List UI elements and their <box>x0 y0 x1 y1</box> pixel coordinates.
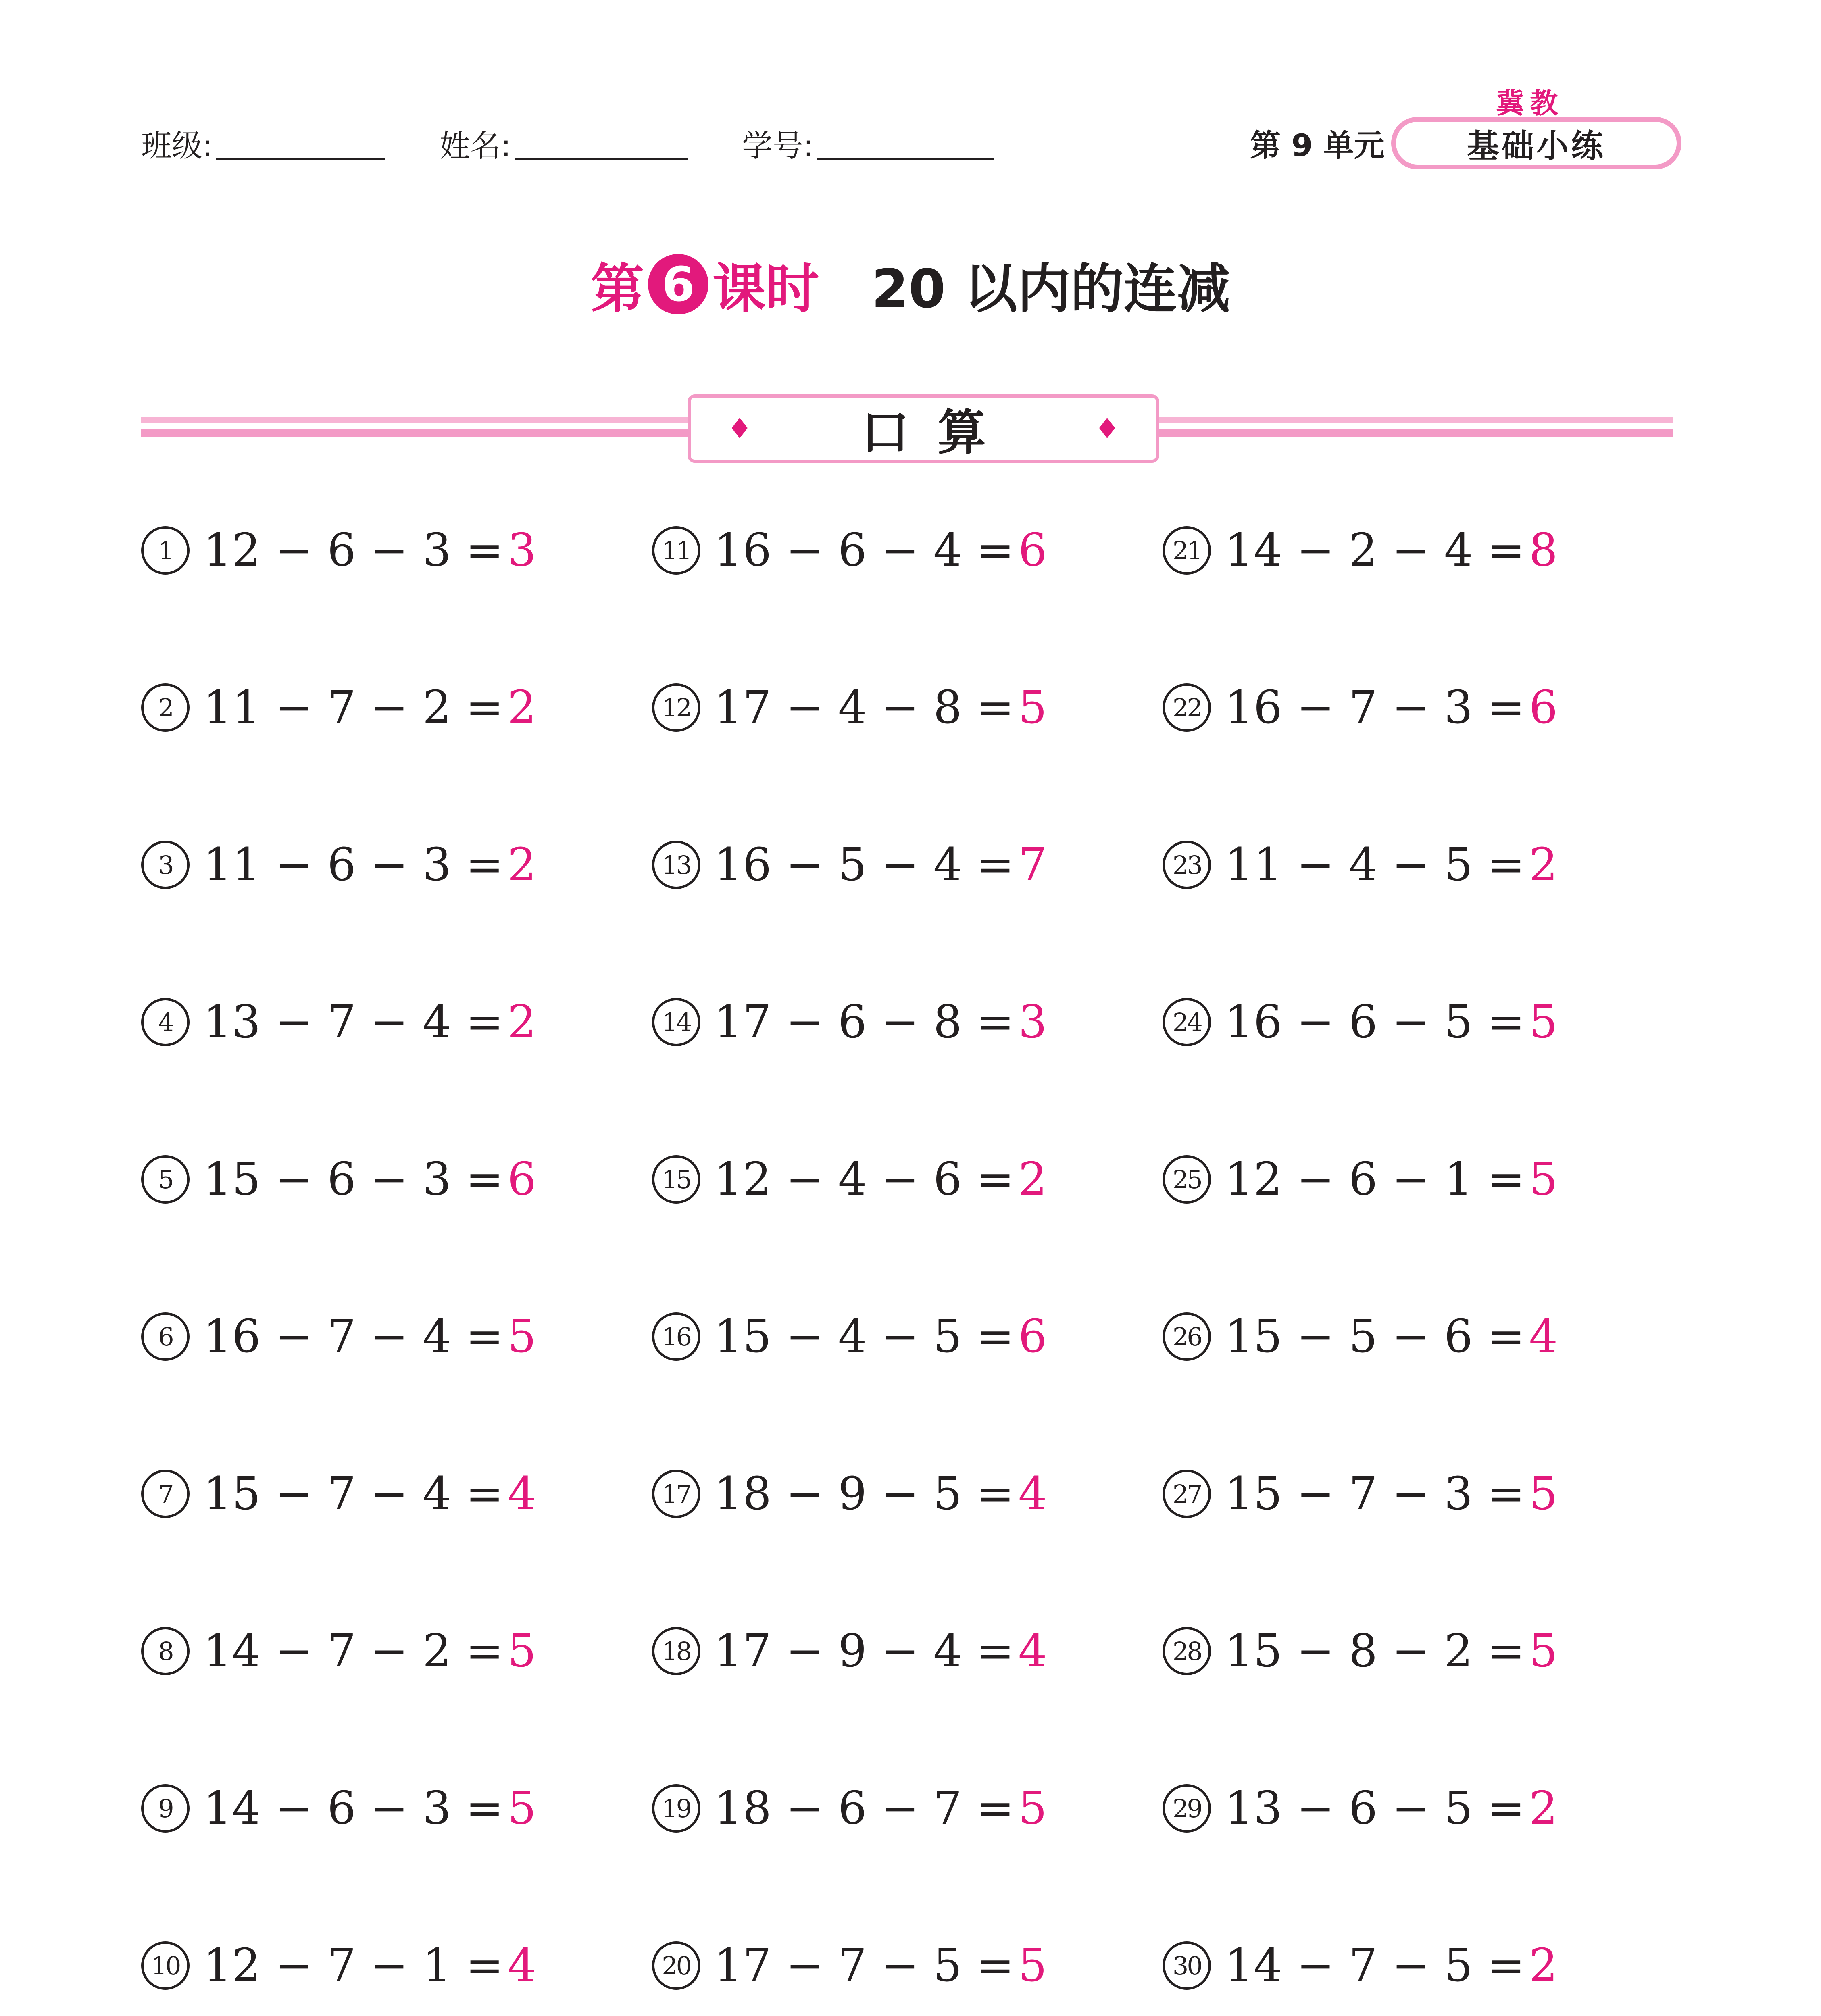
problem-answer[interactable]: 2 <box>1018 1153 1047 1206</box>
problem-number: 26 <box>1163 1312 1211 1361</box>
problem-expression: 15 − 7 − 4 = <box>203 1468 504 1520</box>
problem-answer[interactable]: 5 <box>507 1625 536 1677</box>
problem-expression: 15 − 7 − 3 = <box>1225 1468 1525 1520</box>
class-field <box>141 121 385 165</box>
diamond-left-icon: ♦ <box>727 412 752 445</box>
problem-expression: 17 − 9 − 4 = <box>714 1625 1015 1677</box>
problem-item <box>652 1149 1163 1210</box>
problem-number: 22 <box>1163 683 1211 732</box>
problem-expression: 12 − 4 − 6 = <box>714 1153 1015 1206</box>
problem-expression: 14 − 7 − 5 = <box>1225 1939 1525 1992</box>
problem-answer[interactable]: 2 <box>507 996 536 1048</box>
problem-row <box>141 992 1673 1149</box>
problem-number: 13 <box>652 841 700 889</box>
problem-item <box>1163 520 1673 581</box>
problem-answer[interactable]: 4 <box>1018 1468 1047 1520</box>
problem-number: 14 <box>652 998 700 1046</box>
problem-expression: 12 − 6 − 3 = <box>203 524 504 577</box>
problem-answer[interactable]: 5 <box>1018 681 1047 734</box>
problem-item <box>652 1306 1163 1367</box>
student-id-blank[interactable] <box>817 158 994 160</box>
name-field <box>440 121 688 165</box>
problem-answer[interactable]: 7 <box>1018 839 1047 891</box>
lesson-suffix: 课时 <box>713 258 819 320</box>
section-title: 口算 <box>861 405 1014 461</box>
problem-expression: 15 − 4 − 5 = <box>714 1310 1015 1363</box>
problem-number: 29 <box>1163 1784 1211 1833</box>
problem-item <box>1163 1464 1673 1524</box>
problem-answer[interactable]: 6 <box>1018 524 1047 577</box>
series-badge <box>1391 117 1681 169</box>
problem-item <box>1163 1306 1673 1367</box>
problem-answer[interactable]: 5 <box>1529 1468 1558 1520</box>
problem-answer[interactable]: 5 <box>507 1782 536 1835</box>
problem-number: 11 <box>652 526 700 575</box>
problem-number: 12 <box>652 683 700 732</box>
name-blank[interactable] <box>515 158 688 160</box>
problem-expression: 15 − 8 − 2 = <box>1225 1625 1525 1677</box>
problem-number: 25 <box>1163 1155 1211 1204</box>
problem-item <box>652 1621 1163 1681</box>
problem-number: 18 <box>652 1627 700 1675</box>
problem-expression: 16 − 7 − 4 = <box>203 1310 504 1363</box>
problem-answer[interactable]: 5 <box>1529 1625 1558 1677</box>
problem-item <box>652 835 1163 895</box>
problem-number: 10 <box>141 1941 190 1990</box>
class-blank[interactable] <box>216 158 385 160</box>
section-banner <box>688 394 1159 463</box>
problem-expression: 15 − 5 − 6 = <box>1225 1310 1525 1363</box>
problem-row <box>141 835 1673 992</box>
problem-expression: 14 − 2 − 4 = <box>1225 524 1525 577</box>
problem-item <box>141 992 652 1052</box>
problem-row <box>141 520 1673 677</box>
problem-answer[interactable]: 4 <box>1529 1310 1558 1363</box>
problem-number: 5 <box>141 1155 190 1204</box>
problem-expression: 14 − 6 − 3 = <box>203 1782 504 1835</box>
problem-row <box>141 1621 1673 1778</box>
problem-item <box>652 677 1163 738</box>
problem-item <box>1163 835 1673 895</box>
problem-item <box>141 1778 652 1839</box>
problem-expression: 18 − 9 − 5 = <box>714 1468 1015 1520</box>
problem-answer[interactable]: 8 <box>1529 524 1558 577</box>
lesson-prefix: 第 <box>591 258 644 320</box>
problem-item <box>1163 992 1673 1052</box>
problem-answer[interactable]: 6 <box>1018 1310 1047 1363</box>
lesson-number-badge: 6 <box>648 254 708 314</box>
problem-item <box>141 1621 652 1681</box>
problem-number: 21 <box>1163 526 1211 575</box>
problem-grid <box>141 520 1673 2016</box>
problem-answer[interactable]: 3 <box>1018 996 1047 1048</box>
student-id-field <box>742 121 994 165</box>
problem-number: 2 <box>141 683 190 732</box>
problem-item <box>652 1464 1163 1524</box>
problem-item <box>1163 1149 1673 1210</box>
problem-number: 4 <box>141 998 190 1046</box>
problem-number: 6 <box>141 1312 190 1361</box>
problem-answer[interactable]: 5 <box>507 1310 536 1363</box>
problem-number: 1 <box>141 526 190 575</box>
problem-number: 16 <box>652 1312 700 1361</box>
lesson-heading <box>0 246 1821 323</box>
problem-number: 9 <box>141 1784 190 1833</box>
problem-item <box>141 677 652 738</box>
problem-answer[interactable]: 5 <box>1018 1782 1047 1835</box>
problem-item <box>1163 677 1673 738</box>
problem-expression: 15 − 6 − 3 = <box>203 1153 504 1206</box>
problem-expression: 18 − 6 − 7 = <box>714 1782 1015 1835</box>
problem-number: 8 <box>141 1627 190 1675</box>
problem-number: 15 <box>652 1155 700 1204</box>
problem-row <box>141 1464 1673 1621</box>
problem-expression: 11 − 6 − 3 = <box>203 839 504 891</box>
problem-item <box>141 835 652 895</box>
problem-expression: 14 − 7 − 2 = <box>203 1625 504 1677</box>
unit-label: 第 9 单元 <box>1250 127 1385 163</box>
problem-item <box>652 520 1163 581</box>
problem-answer[interactable]: 4 <box>507 1939 536 1992</box>
problem-expression: 16 − 7 − 3 = <box>1225 681 1525 734</box>
problem-expression: 13 − 6 − 5 = <box>1225 1782 1525 1835</box>
problem-item <box>141 1149 652 1210</box>
problem-answer[interactable]: 2 <box>1529 839 1558 891</box>
problem-answer[interactable]: 5 <box>1529 996 1558 1048</box>
class-label: 班级: <box>141 128 213 164</box>
problem-expression: 16 − 6 − 5 = <box>1225 996 1525 1048</box>
problem-row <box>141 1306 1673 1464</box>
problem-number: 7 <box>141 1470 190 1518</box>
problem-expression: 17 − 4 − 8 = <box>714 681 1015 734</box>
problem-answer[interactable]: 2 <box>1529 1939 1558 1992</box>
problem-item <box>1163 1621 1673 1681</box>
problem-number: 3 <box>141 841 190 889</box>
problem-answer[interactable]: 4 <box>1018 1625 1047 1677</box>
problem-answer[interactable]: 2 <box>507 681 536 734</box>
problem-answer[interactable]: 2 <box>507 839 536 891</box>
problem-row <box>141 1935 1673 2016</box>
problem-answer[interactable]: 2 <box>1529 1782 1558 1835</box>
problem-answer[interactable]: 6 <box>507 1153 536 1206</box>
student-id-label: 学号: <box>742 128 814 164</box>
series-publisher: 冀教 <box>1496 87 1564 120</box>
series-name: 基础小练 <box>1467 127 1606 165</box>
problem-expression: 12 − 6 − 1 = <box>1225 1153 1525 1206</box>
problem-number: 20 <box>652 1941 700 1990</box>
problem-expression: 17 − 7 − 5 = <box>714 1939 1015 1992</box>
problem-expression: 13 − 7 − 4 = <box>203 996 504 1048</box>
problem-number: 19 <box>652 1784 700 1833</box>
problem-answer[interactable]: 4 <box>507 1468 536 1520</box>
problem-number: 27 <box>1163 1470 1211 1518</box>
lesson-title: 20 以内的连减 <box>871 258 1230 320</box>
problem-number: 28 <box>1163 1627 1211 1675</box>
problem-item <box>141 1306 652 1367</box>
problem-item <box>652 1935 1163 1996</box>
problem-expression: 17 − 6 − 8 = <box>714 996 1015 1048</box>
problem-answer[interactable]: 6 <box>1529 681 1558 734</box>
problem-answer[interactable]: 5 <box>1018 1939 1047 1992</box>
name-label: 姓名: <box>440 128 511 164</box>
problem-item <box>141 520 652 581</box>
problem-row <box>141 677 1673 835</box>
problem-item <box>1163 1935 1673 1996</box>
problem-row <box>141 1778 1673 1935</box>
diamond-right-icon: ♦ <box>1094 412 1120 445</box>
problem-number: 24 <box>1163 998 1211 1046</box>
problem-expression: 11 − 7 − 2 = <box>203 681 504 734</box>
problem-answer[interactable]: 5 <box>1529 1153 1558 1206</box>
problem-number: 30 <box>1163 1941 1211 1990</box>
problem-expression: 16 − 5 − 4 = <box>714 839 1015 891</box>
problem-item <box>141 1464 652 1524</box>
problem-item <box>1163 1778 1673 1839</box>
problem-answer[interactable]: 3 <box>507 524 536 577</box>
problem-item <box>652 1778 1163 1839</box>
problem-row <box>141 1149 1673 1306</box>
problem-expression: 16 − 6 − 4 = <box>714 524 1015 577</box>
problem-number: 23 <box>1163 841 1211 889</box>
problem-expression: 12 − 7 − 1 = <box>203 1939 504 1992</box>
problem-number: 17 <box>652 1470 700 1518</box>
problem-item <box>652 992 1163 1052</box>
problem-expression: 11 − 4 − 5 = <box>1225 839 1525 891</box>
problem-item <box>141 1935 652 1996</box>
